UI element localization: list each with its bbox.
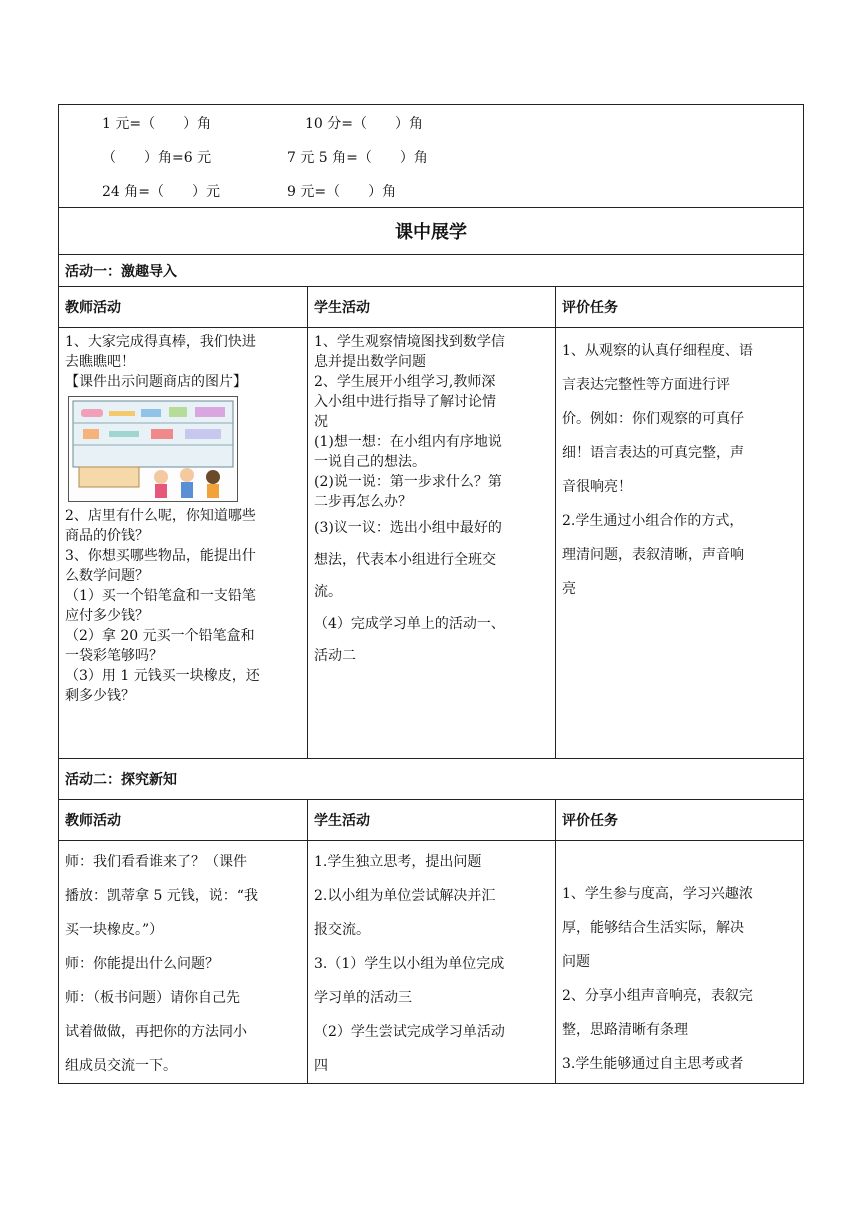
text-line: 组成员交流一下。 — [65, 1058, 177, 1074]
exercise-item: 1 元=（ ）角 — [102, 116, 212, 132]
text-line: 报交流。 — [314, 922, 370, 938]
text-line: 活动二 — [314, 648, 356, 664]
exercise-item: 9 元=（ ）角 — [287, 184, 397, 200]
text-line: （3）用 1 元钱买一块橡皮，还 — [65, 668, 260, 684]
text-line: 流。 — [314, 584, 342, 600]
activity1-title: 活动一：激趣导入 — [59, 255, 804, 287]
text-line: 剩多少钱？ — [65, 688, 135, 704]
text-line: 厚，能够结合生活实际，解决 — [562, 920, 744, 936]
text-line: 1、从观察的认真仔细程度、语 — [562, 343, 753, 359]
text-line: 2、店里有什么呢，你知道哪些 — [65, 508, 256, 524]
text-line: 整，思路清晰有条理 — [562, 1022, 688, 1038]
activity1-evaluation-cell — [556, 328, 804, 759]
exercise-item: 24 角=（ ）元 — [102, 184, 220, 200]
exercise-item: 10 分=（ ）角 — [305, 116, 423, 132]
lesson-plan-page — [58, 104, 803, 1084]
text-line: 1、学生观察情境图找到数学信 — [314, 334, 505, 350]
lesson-plan-table — [58, 104, 804, 1084]
activity2-evaluation-cell — [556, 841, 804, 1084]
header-evaluation-task: 评价任务 — [556, 287, 804, 328]
exercise-cell — [59, 105, 804, 208]
text-line: 1、大家完成得真棒，我们快进 — [65, 334, 256, 350]
text-line: 细！语言表达的可真完整，声 — [562, 445, 744, 461]
section-title: 课中展学 — [59, 208, 804, 255]
text-line: 2、分享小组声音响亮，表叙完 — [562, 988, 753, 1004]
text-line: 去瞧瞧吧！ — [65, 354, 135, 370]
text-line: 四 — [314, 1058, 328, 1074]
text-line: 言表达完整性等方面进行评 — [562, 377, 730, 393]
text-line: 学习单的活动三 — [314, 990, 412, 1006]
text-line: 问题 — [562, 954, 590, 970]
text-line: （2）学生尝试完成学习单活动 — [314, 1024, 505, 1040]
text-line: 应付多少钱？ — [65, 608, 149, 624]
text-line: 2、学生展开小组学习,教师深 — [314, 374, 496, 390]
text-line: (1)想一想：在小组内有序地说 — [314, 434, 502, 450]
text-line: 试着做做，再把你的方法同小 — [65, 1024, 247, 1040]
text-line: （2）拿 20 元买一个铅笔盒和 — [65, 628, 255, 644]
shop-illustration-drawing — [69, 397, 237, 501]
text-line: 3、你想买哪些物品，能提出什 — [65, 548, 256, 564]
text-line: 入小组中进行指导了解讨论情 — [314, 394, 496, 410]
header-teacher-activity: 教师活动 — [59, 287, 308, 328]
text-line: 师：你能提出什么问题？ — [65, 956, 219, 972]
text-line: 想法，代表本小组进行全班交 — [314, 552, 496, 568]
text-line: 3.学生能够通过自主思考或者 — [562, 1056, 744, 1072]
exercise-item: （ ）角=6 元 — [102, 150, 212, 166]
header-student-activity: 学生活动 — [308, 800, 556, 841]
text-line: 么数学问题？ — [65, 568, 149, 584]
header-evaluation-task: 评价任务 — [556, 800, 804, 841]
text-line: 3.（1）学生以小组为单位完成 — [314, 956, 505, 972]
text-line: 二步再怎么办？ — [314, 494, 412, 510]
activity2-title: 活动二：探究新知 — [59, 759, 804, 800]
header-student-activity: 学生活动 — [308, 287, 556, 328]
activity2-student-cell — [308, 841, 556, 1084]
exercise-item: 7 元 5 角=（ ）角 — [287, 150, 428, 166]
text-line: 1.学生独立思考，提出问题 — [314, 854, 482, 870]
text-line: 音很响亮！ — [562, 479, 632, 495]
text-line: 价。例如：你们观察的可真仔 — [562, 411, 744, 427]
text-line: 一说自己的想法。 — [314, 454, 426, 470]
text-line: 一袋彩笔够吗？ — [65, 648, 163, 664]
text-line: 2.学生通过小组合作的方式， — [562, 513, 744, 529]
text-line: 亮 — [562, 581, 576, 597]
activity1-teacher-cell — [59, 328, 308, 759]
text-line: 买一块橡皮。”） — [65, 922, 164, 938]
text-line: 2.以小组为单位尝试解决并汇 — [314, 888, 496, 904]
text-line: (2)说一说：第一步求什么？第 — [314, 474, 502, 490]
text-line: 师：我们看看谁来了？（课件 — [65, 854, 247, 870]
text-line: 息并提出数学问题 — [314, 354, 426, 370]
text-line: （4）完成学习单上的活动一、 — [314, 616, 505, 632]
activity1-student-cell — [308, 328, 556, 759]
text-line: 商品的价钱？ — [65, 528, 149, 544]
header-teacher-activity: 教师活动 — [59, 800, 308, 841]
text-line: (3)议一议：选出小组中最好的 — [314, 520, 502, 536]
text-line: 况 — [314, 414, 328, 430]
text-line: （1）买一个铅笔盒和一支铅笔 — [65, 588, 256, 604]
text-line: 师：（板书问题）请你自己先 — [65, 990, 240, 1006]
shop-illustration — [68, 396, 238, 502]
text-line: 理清问题，表叙清晰，声音响 — [562, 547, 744, 563]
text-line: 1、学生参与度高，学习兴趣浓 — [562, 886, 753, 902]
text-line: 播放：凯蒂拿 5 元钱，说：“我 — [65, 888, 258, 904]
activity2-teacher-cell — [59, 841, 308, 1084]
text-line: 【课件出示问题商店的图片】 — [65, 374, 247, 390]
